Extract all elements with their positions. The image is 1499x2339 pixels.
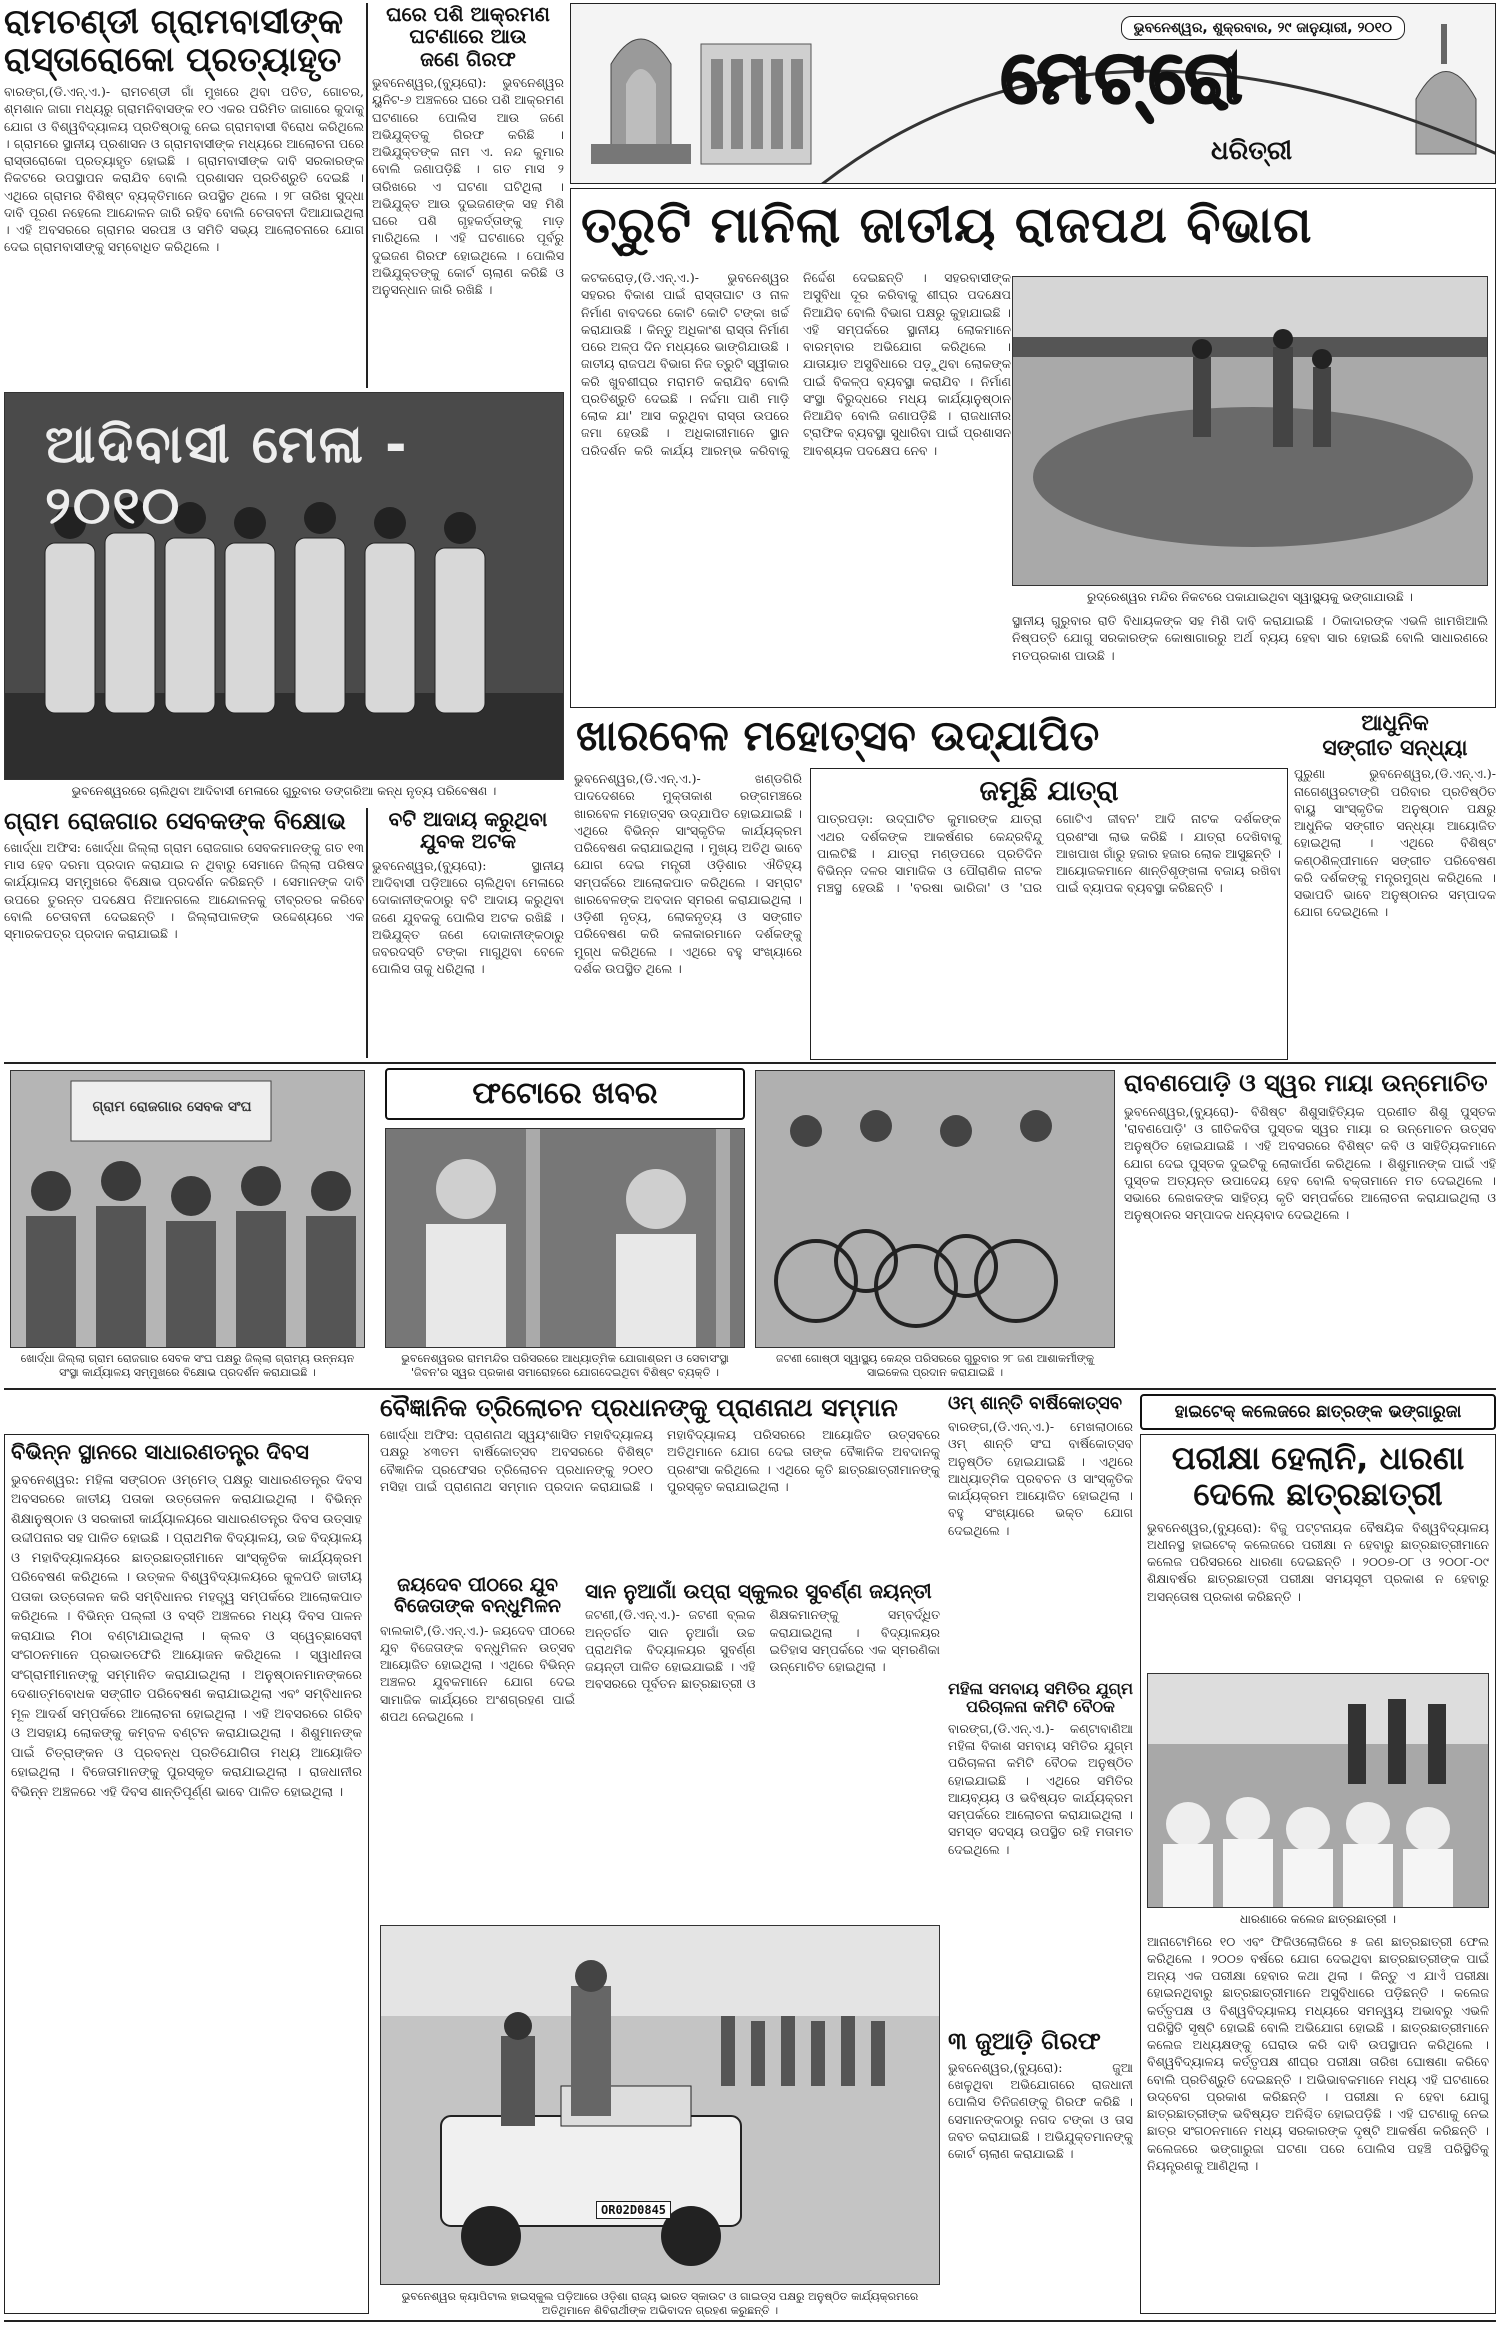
headline: ବଟି ଆଦାୟ କରୁଥିବା <box>388 808 548 831</box>
article-body: ଭୁବନେଶ୍ୱର,(ବ୍ୟୁରୋ): ବିଜୁ ପଟ୍ଟନାୟକ ବୈଷୟିକ ବିଶ୍ୱବିଦ୍ୟାଳୟ ଅଧୀନସ୍ଥ ହାଇଟେକ୍ କଲେଜରେ ପରୀକ୍ଷା ନ ହେବାରୁ ଛାତ୍ରଛାତ୍ରୀମାନେ କଲେଜ ପରିସରରେ ଧାରଣା ଦେଇଛନ୍ତି । ୨୦୦୭-୦୮ ଓ ୨୦୦୮-୦୯ ଶିକ୍ଷାବର୍ଷର ଛାତ୍ରଛାତ୍ରୀ ପରୀକ୍ଷା ସମୟସୂଚୀ ପ୍ରକାଶ ନ ହେବାରୁ ଅସନ୍ତୋଷ ପ୍ରକାଶ କରିଛନ୍ତି । <box>1147 1519 1489 1604</box>
article-bibhinna <box>4 1434 369 2314</box>
photo-ramamandir <box>385 1128 745 1348</box>
parade-caption: ଭୁବନେଶ୍ୱର କ୍ୟାପିଟାଲ ହାଇସ୍କୁଲ ପଡ଼ିଆରେ ଓଡ଼ିଶା ରାଜ୍ୟ ଭାରତ ସ୍କାଉଟ ଓ ଗାଇଡ୍ସ ପକ୍ଷରୁ ଅନୁଷ୍ଠିତ କାର୍ଯ୍ୟକ୍ରମରେ ଅତିଥିମାନେ ଶିବିରାର୍ଥୀଙ୍କ ଅଭିବାଦନ ଗ୍ରହଣ କରୁଛନ୍ତି । <box>401 2290 919 2317</box>
headline: ଜୟଦେବ ପୀଠରେ ଯୁବ <box>397 1575 558 1596</box>
jeep-plate-text: OR02D0845 <box>596 2201 671 2219</box>
article-body: ବାରଙ୍ଗ,(ଡି.ଏନ୍.ଏ.)- ମେଖଲାଠାରେ ଓମ୍ ଶାନ୍ତି ସଂଘ ବାର୍ଷିକୋତ୍ସବ ଅନୁଷ୍ଠିତ ହୋଇଯାଇଛି । ଏଥିରେ ଆଧ୍ୟାତ୍ମିକ ପ୍ରବଚନ ଓ ସାଂସ୍କୃତିକ କାର୍ଯ୍ୟକ୍ରମ ଆୟୋଜିତ ହୋଇଥିଲା । ବହୁ ସଂଖ୍ୟାରେ ଭକ୍ତ ଯୋଗ ଦେଇଥିଲେ । <box>948 1419 1133 1538</box>
photo-rojgar-sevak <box>10 1070 365 1348</box>
masthead <box>570 3 1496 184</box>
photo-caption-2: ଭୁବନେଶ୍ୱରର ରାମମନ୍ଦିର ପରିସରରେ ଆଧ୍ୟାତ୍ମିକ ଯୋଗାଶ୍ରମ ଓ ସେବାସଂସ୍ଥା 'ଜିବନ'ର ସ୍ୱର ପ୍ରକାଶ ସମାରୋହରେ ଯୋଗଦେଇଥିବା ବିଶିଷ୍ଟ ବ୍ୟକ୍ତି । <box>401 1352 729 1379</box>
article-body: ଭୁବନେଶ୍ୱର,(ବ୍ୟୁରୋ): ସ୍ଥାନୀୟ ଆଦିବାସୀ ପଡ଼ିଆରେ ଚାଲିଥିବା ମେଳାରେ ଦୋକାନୀଙ୍କଠାରୁ ବଟି ଆଦାୟ କରୁଥିବା ଜଣେ ଯୁବକକୁ ପୋଲିସ ଅଟକ ରଖିଛି । ଅଭିଯୁକ୍ତ ଜଣେ ଦୋକାନୀଙ୍କଠାରୁ ଜବରଦସ୍ତି ଟଙ୍କା ମାଗୁଥିବା ବେଳେ ପୋଲିସ ତାକୁ ଧରିଥିଲା । <box>372 857 564 977</box>
article-body: ପାତ୍ରପଡ଼ା: ଉଦ୍‌ଘାଟିତ କୁମାରଙ୍କ ଯାତ୍ରା ଏଥର ଦର୍ଶକଙ୍କ ଆକର୍ଷଣର କେନ୍ଦ୍ରବିନ୍ଦୁ ପାଲଟିଛି । ଯାତ୍ରା ମଣ୍ଡପରେ ପ୍ରତିଦିନ ବିଭିନ୍ନ ଦଳର ସାମାଜିକ ଓ ପୌରାଣିକ ନାଟକ ମଞ୍ଚସ୍ଥ ହେଉଛି । 'ବରଷା ଭାରିଜା' ଓ 'ଘର ଗୋଟିଏ ଜୀବନ' ଆଦି ନାଟକ ଦର୍ଶକଙ୍କ ପ୍ରଶଂସା ଲାଭ କରିଛି । ଯାତ୍ରା ଦେଖିବାକୁ ଆଖପାଖ ଗାଁରୁ ହଜାର ହଜାର ଲୋକ ଆସୁଛନ୍ତି । ଆୟୋଜକମାନେ ଶାନ୍ତିଶୃଙ୍ଖଳା ବଜାୟ ରଖିବା ପାଇଁ ବ୍ୟାପକ ବ୍ୟବସ୍ଥା କରିଛନ୍ତି । <box>817 811 1281 896</box>
article-body: ବାଲକାଟି,(ଡି.ଏନ୍.ଏ.)- ଜୟଦେବ ପୀଠରେ ଯୁବ ବିଜେତାଙ୍କ ବନ୍ଧୁମିଳନ ଉତ୍ସବ ଆୟୋଜିତ ହୋଇଥିଲା । ଏଥିରେ ବିଭିନ୍ନ ଅଞ୍ଚଳର ଯୁବକମାନେ ଯୋଗ ଦେଇ ସାମାଜିକ କାର୍ଯ୍ୟରେ ଅଂଶଗ୍ରହଣ ପାଇଁ ଶପଥ ନେଇଥିଲେ । <box>380 1622 575 1724</box>
photo-caption-1: ଖୋର୍ଦ୍ଧା ଜିଲ୍ଲା ଗ୍ରାମ ରୋଜଗାର ସେବକ ସଂଘ ପକ୍ଷରୁ ଜିଲ୍ଲା ଗ୍ରାମ୍ୟ ଉନ୍ନୟନ ସଂସ୍ଥା କାର୍ଯ୍ୟାଳୟ ସମ୍ମୁଖରେ ବିକ୍ଷୋଭ ପ୍ରଦର୍ଶନ କରାଯାଇଛି । <box>20 1352 355 1379</box>
headline: ଘରେ ପଶି ଆକ୍ରମଣ <box>386 3 550 26</box>
article-body: ପୁରୁଣା ଭୁବନେଶ୍ୱର,(ଡି.ଏନ୍.ଏ.)- ନାଗେଶ୍ୱରଟାଙ୍ଗି ପରିବାର ପ୍ରତିଷ୍ଠିତ ବାୟୁ ସାଂସ୍କୃତିକ ଅନୁଷ୍ଠାନ ପକ୍ଷରୁ ଆଧୁନିକ ସଙ୍ଗୀତ ସନ୍ଧ୍ୟା ଆୟୋଜିତ ହୋଇଥିଲା । ଏଥିରେ ବିଶିଷ୍ଟ କଣ୍ଠଶିଳ୍ପୀମାନେ ସଙ୍ଗୀତ ପରିବେଷଣ କରି ଦର୍ଶକଙ୍କୁ ମନ୍ତ୍ରମୁଗ୍ଧ କରିଥିଲେ । ସଭାପତି ଭାବେ ଅନୁଷ୍ଠାନର ସମ୍ପାଦକ ଯୋଗ ଦେଇଥିଲେ । <box>1294 766 1496 920</box>
students-dharana-image <box>1148 1674 1489 1908</box>
article-ravanapodi <box>1124 1070 1496 1370</box>
article-bati-aday <box>372 808 564 1058</box>
headline: ପରୀକ୍ଷା ହେଲାନି, ଧାରଣା <box>1171 1439 1465 1477</box>
headline: ଯୁବକ ଅଟକ <box>420 829 516 854</box>
protest-sign-text: ଗ୍ରାମ ରୋଜଗାର ସେବକ ସଂଘ <box>92 1099 252 1115</box>
article-ramachandi <box>4 3 364 388</box>
masthead-subtitle: ଧରିତ୍ରୀ <box>1211 136 1293 166</box>
bicycles-image <box>756 1071 1115 1348</box>
article-san-nuagaon <box>585 1580 940 1915</box>
headline: ରାବଣପୋଡ଼ି ଓ ସ୍ୱର ମାୟା ଉନ୍ମୋଚିତ <box>1124 1070 1488 1097</box>
photo-news-banner <box>385 1068 745 1120</box>
article-tin-juadi <box>948 2028 1133 2313</box>
road-repair-photo <box>1012 276 1488 586</box>
headline: ସଙ୍ଗୀତ ସନ୍ଧ୍ୟା <box>1322 735 1468 761</box>
article-hitech <box>1140 1434 1496 2314</box>
article-body-tail: ସ୍ଥାନୀୟ ଗୁରୁବାର ରାତି ବିଧାୟକଙ୍କ ସହ ମିଶି ଦାବି କରାଯାଇଛି । ଠିକାଦାରଙ୍କ ଏଭଳି ଖାମଖିଆଲି ନିଷ୍ପତ୍ତି ଯୋଗୁ ସରକାରଙ୍କ କୋଷାଗାରରୁ ଅର୍ଥ ବ୍ୟୟ ହେବା ସାର ହୋଇଛି ବୋଲି ସାଧାରଣରେ ମତପ୍ରକାଶ ପାଉଛି । <box>1012 613 1488 663</box>
article-body: ଖୋର୍ଦ୍ଧା ଅଫିସ: ଖୋର୍ଦ୍ଧା ଜିଲ୍ଲା ଗ୍ରାମ ରୋଜଗାର ସେବକମାନଙ୍କୁ ଗତ ୧୩ ମାସ ହେବ ଦରମା ପ୍ରଦାନ କରାଯାଇ ନ ଥିବାରୁ ସେମାନେ ଜିଲ୍ଲା ପରିଷଦ କାର୍ଯ୍ୟାଳୟ ସମ୍ମୁଖରେ ବିକ୍ଷୋଭ ପ୍ରଦର୍ଶନ କରିଛନ୍ତି । ସେମାନଙ୍କ ଦାବି ଉପରେ ତୁରନ୍ତ ପଦକ୍ଷେପ ନିଆନଗଲେ ଆନ୍ଦୋଳନକୁ ତୀବ୍ରତର କରିବେ ବୋଲି ଚେତାବନୀ ଦେଇଛନ୍ତି । ଜିଲ୍ଲାପାଳଙ୍କ ଉଦ୍ଦେଶ୍ୟରେ ଏକ ସ୍ମାରକପତ୍ର ପ୍ରଦାନ କରାଯାଇଛି । <box>4 839 364 942</box>
masthead-title: ମେଟ୍ରୋ <box>1001 34 1247 119</box>
parade-photo <box>380 1925 940 2285</box>
headline: ସାନ ନୁଆଗାଁ ଉପ୍ରା ସ୍କୁଲର ସୁବର୍ଣ୍ଣ ଜୟନ୍ତୀ <box>585 1580 932 1603</box>
road-workers-image <box>1013 277 1488 586</box>
masthead-date: ଭୁବନେଶ୍ୱର, ଶୁକ୍ରବାର, ୨୯ ଜାନୁୟାରୀ, ୨୦୧୦ <box>1121 16 1405 40</box>
headline: ଘଟଣାରେ ଆଉ <box>409 24 527 49</box>
headline: ପରିଚାଳନା କମିଟି ବୈଠକ <box>966 1696 1115 1716</box>
dharana-photo <box>1147 1673 1489 1908</box>
article-body: ବାରଙ୍ଗ,(ଡି.ଏନ୍.ଏ.)- ରାମଚଣ୍ଡୀ ଗାଁ ମୁଖରେ ଥିବା ପତିତ, ଗୋଚର, ଶ୍ମଶାନ ଜାଗା ମଧ୍ୟରୁ ଗ୍ରାମନିବାସଙ୍କ ୧୦ ଏକର ପରିମିତ ଜାଗାରେ କୁଦାକୁ ଯୋଗ ଓ ବିଶ୍ୱବିଦ୍ୟାଳୟ ପ୍ରତିଷ୍ଠାକୁ ନେଇ ଗ୍ରାମବାସୀ ବିରୋଧ କରିଥିଲେ । ଗ୍ରାମରେ ସ୍ଥାନୀୟ ପ୍ରଶାସନ ଓ ଗ୍ରାମବାସୀଙ୍କ ମଧ୍ୟରେ ଆଲୋଚନା ପରେ ରାସ୍ତାରୋକୋ ପ୍ରତ୍ୟାହୃତ ହୋଇଛି । ଗ୍ରାମବାସୀଙ୍କ ଦାବି ସରକାରଙ୍କ ନିକଟରେ ଉପସ୍ଥାପନ କରାଯିବ ବୋଲି ପ୍ରଶାସନ ପ୍ରତିଶ୍ରୁତି ଦେଇଛି । ଏଥିରେ ଗ୍ରାମର ବିଶିଷ୍ଟ ବ୍ୟକ୍ତିମାନେ ଉପସ୍ଥିତ ଥିଲେ । ୨୮ ତାରିଖ ସୁଦ୍ଧା ଦାବି ପୂରଣ ନହେଲେ ଆନ୍ଦୋଳନ ଜାରି ରହିବ ବୋଲି ଚେତାବନୀ ଦିଆଯାଇଥିଲା । ଏହି ଅବସରରେ ଗ୍ରାମର ସରପଞ୍ଚ ଓ ସମିତି ସଭ୍ୟ ଆଲୋଚନାରେ ଯୋଗ ଦେଇ ଗ୍ରାମବାସୀଙ୍କୁ ସମ୍ବୋଧିତ କରିଥିଲେ । <box>4 84 364 255</box>
adivasi-mela-photo <box>4 392 564 780</box>
headline: ଜଣେ ଗିରଫ <box>420 46 516 71</box>
dignitaries-image <box>386 1129 745 1348</box>
article-mahila-samabaya <box>948 1680 1133 2020</box>
headline: ୩ ଜୁଆଡ଼ି ଗିରଫ <box>948 2028 1101 2055</box>
photo-cycles <box>755 1070 1115 1348</box>
article-body: ଭୁବନେଶ୍ୱର,(ଡି.ଏନ୍.ଏ.)- ଖଣ୍ଡଗିରି ପାଦଦେଶରେ ମୁକ୍ତାକାଶ ରଙ୍ଗମଞ୍ଚରେ ଖାରବେଳ ମହୋତ୍ସବ ଉଦ୍‌ଯାପିତ ହୋଇଯାଇଛି । ଏଥିରେ ବିଭିନ୍ନ ସାଂସ୍କୃତିକ କାର୍ଯ୍ୟକ୍ରମ ପରିବେଷଣ କରାଯାଇଥିଲା । ମୁଖ୍ୟ ଅତିଥି ଭାବେ ଯୋଗ ଦେଇ ମନ୍ତ୍ରୀ ଓଡ଼ିଶାର ଐତିହ୍ୟ ସମ୍ପର୍କରେ ଆଲୋକପାତ କରିଥିଲେ । ସମ୍ରାଟ ଖାରବେଳଙ୍କ ଅବଦାନ ସ୍ମରଣ କରାଯାଇଥିଲା । ଓଡ଼ିଶୀ ନୃତ୍ୟ, ଲୋକନୃତ୍ୟ ଓ ସଙ୍ଗୀତ ପରିବେଷଣ କରି କଳାକାରମାନେ ଦର୍ଶକଙ୍କୁ ମୁଗ୍ଧ କରିଥିଲେ । ଏଥିରେ ବହୁ ସଂଖ୍ୟାରେ ଦର୍ଶକ ଉପସ୍ଥିତ ଥିଲେ । <box>574 771 802 976</box>
article-body: ଭୁବନେଶ୍ୱର,(ବ୍ୟୁରୋ): ଭୁବନେଶ୍ୱର ୟୁନିଟ-୬ ଅଞ୍ଚଳରେ ଘରେ ପଶି ଆକ୍ରମଣ ଘଟଣାରେ ପୋଲିସ ଆଉ ଜଣେ ଅଭିଯୁକ୍ତକୁ ଗିରଫ କରିଛି । ଅଭିଯୁକ୍ତଙ୍କ ନାମ ଏ. ନନ୍ଦ କୁମାର ବୋଲି ଜଣାପଡ଼ିଛି । ଗତ ମାସ ୨ ତାରିଖରେ ଏ ଘଟଣା ଘଟିଥିଲା । ଅଭିଯୁକ୍ତ ଆଉ ଦୁଇଜଣଙ୍କ ସହ ମିଶି ଘରେ ପଶି ଗୃହକର୍ତ୍ତାଙ୍କୁ ମାଡ଼ ମାରିଥିଲେ । ଏହି ଘଟଣାରେ ପୂର୍ବରୁ ଦୁଇଜଣ ଗିରଫ ହୋଇଥିଲେ । ପୋଲିସ ଅଭିଯୁକ୍ତଙ୍କୁ କୋର୍ଟ ଚାଲାଣ କରିଛି ଓ ଅନୁସନ୍ଧାନ ଜାରି ରଖିଛି । <box>372 75 564 298</box>
headline: ଜମୁଛି ଯାତ୍ରା <box>979 774 1119 807</box>
adivasi-banner-text: ଆଦିବାସୀ ମେଳା - ୨୦୧୦ <box>45 415 409 536</box>
headline: ତ୍ରୁଟି ମାନିଲା ଜାତୀୟ ରାଜପଥ ବିଭାଗ <box>581 196 1313 254</box>
headline: ଗ୍ରାମ ରୋଜଗାର ସେବକଙ୍କ ବିକ୍ଷୋଭ <box>4 808 346 835</box>
article-om-shanti <box>948 1394 1133 1674</box>
article-body-2: ଆନାଟୋମିରେ ୧୦ ଏବଂ ଫିଜିଓଲୋଜିରେ ୫ ଜଣ ଛାତ୍ରଛାତ୍ରୀ ଫେଲ କରିଥିଲେ । ୨୦୦୭ ବର୍ଷରେ ଯୋଗ ଦେଇଥିବା ଛାତ୍ରଛାତ୍ରୀଙ୍କ ପାଇଁ ଅନ୍ୟ ଏକ ପରୀକ୍ଷା ହେବାର କଥା ଥିଲା । କିନ୍ତୁ ଏ ଯାଏଁ ପରୀକ୍ଷା ହୋଇନଥିବାରୁ ଛାତ୍ରଛାତ୍ରୀମାନେ ଅସୁବିଧାରେ ପଡ଼ିଛନ୍ତି । କଲେଜ କର୍ତ୍ତୃପକ୍ଷ ଓ ବିଶ୍ୱବିଦ୍ୟାଳୟ ମଧ୍ୟରେ ସମନ୍ୱୟ ଅଭାବରୁ ଏଭଳି ପରିସ୍ଥିତି ସୃଷ୍ଟି ହୋଇଛି ବୋଲି ଅଭିଯୋଗ ହୋଇଛି । ଛାତ୍ରଛାତ୍ରୀମାନେ କଲେଜ ଅଧ୍ୟକ୍ଷଙ୍କୁ ଘେରାଉ କରି ଦାବି ଉପସ୍ଥାପନ କରିଥିଲେ । ବିଶ୍ୱବିଦ୍ୟାଳୟ କର୍ତ୍ତୃପକ୍ଷ ଶୀଘ୍ର ପରୀକ୍ଷା ତାରିଖ ଘୋଷଣା କରିବେ ବୋଲି ପ୍ରତିଶ୍ରୁତି ଦେଇଛନ୍ତି । ଅଭିଭାବକମାନେ ମଧ୍ୟ ଏହି ଘଟଣାରେ ଉଦ୍‌ବେଗ ପ୍ରକାଶ କରିଛନ୍ତି । ପରୀକ୍ଷା ନ ହେବା ଯୋଗୁ ଛାତ୍ରଛାତ୍ରୀଙ୍କ ଭବିଷ୍ୟତ ଅନିଶ୍ଚିତ ହୋଇପଡ଼ିଛି । ଏହି ଘଟଣାକୁ ନେଇ ଛାତ୍ର ସଂଗଠନମାନେ ମଧ୍ୟ ସରକାରଙ୍କ ଦୃଷ୍ଟି ଆକର୍ଷଣ କରିଛନ୍ତି । କଲେଜରେ ଭଙ୍ଗାରୁଜା ଘଟଣା ପରେ ପୋଲିସ ପହଞ୍ଚି ପରିସ୍ଥିତିକୁ ନିୟନ୍ତ୍ରଣକୁ ଆଣିଥିଲା । <box>1147 1933 1489 2173</box>
headline: ଓମ୍ ଶାନ୍ତି ବାର୍ଷିକୋତ୍ସବ <box>948 1394 1123 1414</box>
headline: ରାମଚଣ୍ଡୀ ଗ୍ରାମବାସୀଙ୍କ <box>4 3 344 42</box>
adivasi-caption: ଭୁବନେଶ୍ୱରରେ ଚାଲିଥିବା ଆଦିବାସୀ ମେଳାରେ ଗୁରୁବାର ଡଙ୍ଗରିଆ କନ୍ଧ ନୃତ୍ୟ ପରିବେଷଣ । <box>71 784 497 798</box>
headline: ରାସ୍ତାରୋକୋ ପ୍ରତ୍ୟାହୃତ <box>4 40 342 81</box>
headline: ଦେଲେ ଛାତ୍ରଛାତ୍ରୀ <box>1193 1474 1443 1513</box>
article-jamuchhi <box>810 768 1288 1060</box>
photo-caption-3: ଜଟଣୀ ଗୋଷ୍ଠୀ ସ୍ୱାସ୍ଥ୍ୟ କେନ୍ଦ୍ର ପରିସରରେ ଗୁରୁବାର ୨୮ ଜଣ ଆଶାକର୍ମୀଙ୍କୁ ସାଇକେଲ ପ୍ରଦାନ କରାଯାଇଛି । <box>775 1352 1095 1379</box>
hitech-banner-text: ହାଇଟେକ୍ କଲେଜରେ ଛାତ୍ରଙ୍କ ଭଙ୍ଗାରୁଜା <box>1174 1402 1462 1422</box>
jeep-parade-image <box>381 1926 940 2285</box>
article-kharavela <box>570 712 1290 1062</box>
headline: ବୈଜ୍ଞାନିକ ତ୍ରିଲୋଚନ ପ୍ରଧାନଙ୍କୁ ପ୍ରାଣନାଥ ସମ୍ମାନ <box>380 1394 898 1422</box>
article-body: ବାରଙ୍ଗ,(ଡି.ଏନ୍.ଏ.)- କଣ୍ଟାବାଣିଆ ମହିଳା ବିକାଶ ସମବାୟ ସମିତିର ଯୁଗ୍ମ ପରିଚାଳନା କମିଟି ବୈଠକ ଅନୁଷ୍ଠିତ ହୋଇଯାଇଛି । ଏଥିରେ ସମିତିର ଆୟବ୍ୟୟ ଓ ଭବିଷ୍ୟତ କାର୍ଯ୍ୟକ୍ରମ ସମ୍ପର୍କରେ ଆଲୋଚନା କରାଯାଇଥିଲା । ସମସ୍ତ ସଦସ୍ୟ ଉପସ୍ଥିତ ରହି ମତାମତ ଦେଇଥିଲେ । <box>948 1720 1133 1857</box>
dharana-caption: ଧାରଣାରେ କଲେଜ ଛାତ୍ରଛାତ୍ରୀ । <box>1240 1911 1396 1926</box>
article-body: ଭୁବନେଶ୍ୱର,(ବ୍ୟୁରୋ)- ବିଶିଷ୍ଟ ଶିଶୁସାହିତ୍ୟିକ ପ୍ରଣୀତ ଶିଶୁ ପୁସ୍ତକ 'ରାବଣପୋଡ଼ି' ଓ ଗୀତିକବିତା ପୁସ୍ତକ ସ୍ୱର ମାୟା ର ଉନ୍ମୋଚନ ଉତ୍ସବ ଅନୁଷ୍ଠିତ ହୋଇଯାଇଛି । ଏହି ଅବସରରେ ବିଶିଷ୍ଟ କବି ଓ ସାହିତ୍ୟିକମାନେ ଯୋଗ ଦେଇ ପୁସ୍ତକ ଦୁଇଟିକୁ ଲୋକାର୍ପଣ କରିଥିଲେ । ଶିଶୁମାନଙ୍କ ପାଇଁ ଏହି ପୁସ୍ତକ ଅତ୍ୟନ୍ତ ଉପାଦେୟ ହେବ ବୋଲି ବକ୍ତାମାନେ ମତ ଦେଇଥିଲେ । ସଭାରେ ଲେଖକଙ୍କ ସାହିତ୍ୟ କୃତି ସମ୍ପର୍କରେ ଆଲୋଚନା କରାଯାଇଥିଲା ଓ ଅନୁଷ୍ଠାନର ସମ୍ପାଦକ ଧନ୍ୟବାଦ ଦେଇଥିଲେ । <box>1124 1103 1496 1223</box>
article-body: କଟକରୋଡ଼,(ଡି.ଏନ୍.ଏ.)- ଭୁବନେଶ୍ୱର ସହରର ବିକାଶ ପାଇଁ ରାସ୍ତାଘାଟ ଓ ନାଳ ନିର୍ମାଣ ବାବଦରେ କୋଟି କୋଟି ଟଙ୍କା ଖର୍ଚ୍ଚ କରାଯାଉଛି । କିନ୍ତୁ ଅଧିକାଂଶ ରାସ୍ତା ନିର୍ମାଣ ପରେ ଅଳ୍ପ ଦିନ ମଧ୍ୟରେ ଭାଙ୍ଗିଯାଉଛି । ଜାତୀୟ ରାଜପଥ ବିଭାଗ ନିଜ ତ୍ରୁଟି ସ୍ୱୀକାର କରି ଖୁବଶୀଘ୍ର ମରାମତି କରାଯିବ ବୋଲି ପ୍ରତିଶ୍ରୁତି ଦେଇଛି । ନର୍ଦ୍ଦମା ପାଣି ମାଡ଼ି ଲୋକ ଯା' ଆସ କରୁଥିବା ରାସ୍ତା ଉପରେ ଜମା ହେଉଛି । ଅଧିକାରୀମାନେ ସ୍ଥାନ ପରିଦର୍ଶନ କରି କାର୍ଯ୍ୟ ଆରମ୍ଭ କରିବାକୁ ନିର୍ଦ୍ଦେଶ ଦେଇଛନ୍ତି । ସହରବାସୀଙ୍କ ଅସୁବିଧା ଦୂର କରିବାକୁ ଶୀଘ୍ର ପଦକ୍ଷେପ ନିଆଯିବ ବୋଲି ବିଭାଗ ପକ୍ଷରୁ କୁହାଯାଇଛି । ଏହି ସମ୍ପର୍କରେ ସ୍ଥାନୀୟ ଲୋକମାନେ ବାରମ୍ବାର ଅଭିଯୋଗ କରିଥିଲେ । ଯାତାୟାତ ଅସୁବିଧାରେ ପଡ଼ୁଥିବା ଲୋକଙ୍କ ପାଇଁ ବିକଳ୍ପ ବ୍ୟବସ୍ଥା କରାଯିବ । ନିର୍ମାଣ ସଂସ୍ଥା ବିରୁଦ୍ଧରେ ମଧ୍ୟ କାର୍ଯ୍ୟାନୁଷ୍ଠାନ ନିଆଯିବ ବୋଲି ଜଣାପଡ଼ିଛି । ରାଜଧାନୀର ଟ୍ରାଫିକ ବ୍ୟବସ୍ଥା ସୁଧାରିବା ପାଇଁ ପ୍ରଶାସନ ଆବଶ୍ୟକ ପଦକ୍ଷେପ ନେବ । <box>581 270 1011 458</box>
photo-news-banner-text: ଫଟୋରେ ଖବର <box>472 1076 658 1111</box>
headline: ଖାରବେଳ ମହୋତ୍ସବ ଉଦ୍‌ଯାପିତ <box>576 712 1100 760</box>
road-repair-caption: ରୁଦ୍ରେଶ୍ୱର ମନ୍ଦିର ନିକଟରେ ପକାଯାଇଥିବା ସ୍ୱାସ୍ଥ୍ୟକୁ ଭଙ୍ଗାଯାଉଛି । <box>1087 590 1413 604</box>
headline: ଆଧୁନିକ <box>1361 712 1429 736</box>
article-gram-rojgar <box>4 808 364 1058</box>
headline: ବିଭିନ୍ନ ସ୍ଥାନରେ ସାଧାରଣତନ୍ତ୍ର ଦିବସ <box>11 1440 309 1464</box>
article-adhunika <box>1294 712 1496 1062</box>
article-body: ଭୁବନେଶ୍ୱର,(ବ୍ୟୁରୋ): ଜୁଆ ଖେଳୁଥିବା ଅଭିଯୋଗରେ ରାଜଧାନୀ ପୋଲିସ ତିନିଜଣଙ୍କୁ ଗିରଫ କରିଛି । ସେମାନଙ୍କଠାରୁ ନଗଦ ଟଙ୍କା ଓ ତାସ ଜବତ କରାଯାଇଛି । ଅଭିଯୁକ୍ତମାନଙ୍କୁ କୋର୍ଟ ଚାଲାଣ କରାଯାଇଛି । <box>948 2059 1133 2162</box>
hitech-banner <box>1140 1394 1496 1430</box>
headline: ମହିଳା ସମବାୟ ସମିତିର ଯୁଗ୍ମ <box>948 1680 1133 1698</box>
headline: ବିଜେତାଙ୍କ ବନ୍ଧୁମିଳନ <box>393 1595 562 1618</box>
article-ghare-pashi <box>372 3 564 388</box>
article-body: ଖୋର୍ଦ୍ଧା ଅଫିସ: ପ୍ରାଣନାଥ ସ୍ୱୟଂଶାସିତ ମହାବିଦ୍ୟାଳୟ ପକ୍ଷରୁ ୪୩ତମ ବାର୍ଷିକୋତ୍ସବ ଅବସରରେ ବିଶିଷ୍ଟ ବୈଜ୍ଞାନିକ ପ୍ରଫେସର ତ୍ରିଲୋଚନ ପ୍ରଧାନଙ୍କୁ ୨୦୧୦ ମସିହା ପାଇଁ ପ୍ରାଣନାଥ ସମ୍ମାନ ପ୍ରଦାନ କରାଯାଇଛି । ମହାବିଦ୍ୟାଳୟ ପରିସରରେ ଆୟୋଜିତ ଉତ୍ସବରେ ଅତିଥିମାନେ ଯୋଗ ଦେଇ ତାଙ୍କ ବୈଜ୍ଞାନିକ ଅବଦାନକୁ ପ୍ରଶଂସା କରିଥିଲେ । ଏଥିରେ କୃତି ଛାତ୍ରଛାତ୍ରୀମାନଙ୍କୁ ପୁରସ୍କୃତ କରାଯାଇଥିଲା । <box>380 1427 940 1494</box>
article-body: ଭୁବନେଶ୍ୱର: ମହିଳା ସଙ୍ଗଠନ ଓମ୍ମେଡ୍ ପକ୍ଷରୁ ସାଧାରଣତନ୍ତ୍ର ଦିବସ ଅବସରରେ ଜାତୀୟ ପତାକା ଉତ୍ତୋଳନ କରାଯାଇଥିଲା । ବିଭିନ୍ନ ଶିକ୍ଷାନୁଷ୍ଠାନ ଓ ସରକାରୀ କାର୍ଯ୍ୟାଳୟରେ ସାଧାରଣତନ୍ତ୍ର ଦିବସ ଉତ୍ସାହ ଉଦ୍ଦୀପନାର ସହ ପାଳିତ ହୋଇଛି । ପ୍ରାଥମିକ ବିଦ୍ୟାଳୟ, ଉଚ୍ଚ ବିଦ୍ୟାଳୟ ଓ ମହାବିଦ୍ୟାଳୟରେ ଛାତ୍ରଛାତ୍ରୀମାନେ ସାଂସ୍କୃତିକ କାର୍ଯ୍ୟକ୍ରମ ପରିବେଷଣ କରିଥିଲେ । ଉତ୍କଳ ବିଶ୍ୱବିଦ୍ୟାଳୟରେ କୁଳପତି ଜାତୀୟ ପତାକା ଉତ୍ତୋଳନ କରି ସମ୍ବିଧାନର ମହତ୍ତ୍ୱ ସମ୍ପର୍କରେ ଆଲୋକପାତ କରିଥିଲେ । ବିଭିନ୍ନ ପଲ୍ଲୀ ଓ ବସ୍ତି ଅଞ୍ଚଳରେ ମଧ୍ୟ ଦିବସ ପାଳନ କରାଯାଇ ମିଠା ବଣ୍ଟାଯାଇଥିଲା । କ୍ଲବ ଓ ସ୍ୱେଚ୍ଛାସେବୀ ସଂଗଠନମାନେ ପ୍ରଭାତଫେରି ଆୟୋଜନ କରିଥିଲେ । ସ୍ୱାଧୀନତା ସଂଗ୍ରାମୀମାନଙ୍କୁ ସମ୍ମାନିତ କରାଯାଇଥିଲା । ଅନୁଷ୍ଠାନମାନଙ୍କରେ ଦେଶାତ୍ମବୋଧକ ସଙ୍ଗୀତ ପରିବେଷଣ କରାଯାଇଥିଲା ଏବଂ ସମ୍ବିଧାନର ମୂଳ ଆଦର୍ଶ ସମ୍ପର୍କରେ ଆଲୋଚନା ହୋଇଥିଲା । ଏହି ଅବସରରେ ଗରିବ ଓ ଅସହାୟ ଲୋକଙ୍କୁ କମ୍ବଳ ବଣ୍ଟନ କରାଯାଇଥିଲା । ଶିଶୁମାନଙ୍କ ପାଇଁ ଚିତ୍ରାଙ୍କନ ଓ ପ୍ରବନ୍ଧ ପ୍ରତିଯୋଗିତା ମଧ୍ୟ ଆୟୋଜିତ ହୋଇଥିଲା । ବିଜେତାମାନଙ୍କୁ ପୁରସ୍କୃତ କରାଯାଇଥିଲା । ରାଜଧାନୀର ବିଭିନ୍ନ ଅଞ୍ଚଳରେ ଏହି ଦିବସ ଶାନ୍ତିପୂର୍ଣ୍ଣ ଭାବେ ପାଳିତ ହୋଇଥିଲା । <box>11 1472 362 1800</box>
article-jayadev <box>380 1575 575 1915</box>
article-trilochana <box>380 1394 940 1569</box>
article-body: ଜଟଣୀ,(ଡି.ଏନ୍.ଏ.)- ଜଟଣୀ ବ୍ଲକ ଅନ୍ତର୍ଗତ ସାନ ନୁଆଗାଁ ଉଚ୍ଚ ପ୍ରାଥମିକ ବିଦ୍ୟାଳୟର ସୁବର୍ଣ୍ଣ ଜୟନ୍ତୀ ପାଳିତ ହୋଇଯାଇଛି । ଏହି ଅବସରରେ ପୂର୍ବତନ ଛାତ୍ରଛାତ୍ରୀ ଓ ଶିକ୍ଷକମାନଙ୍କୁ ସମ୍ବର୍ଦ୍ଧିତ କରାଯାଇଥିଲା । ବିଦ୍ୟାଳୟର ଇତିହାସ ସମ୍ପର୍କରେ ଏକ ସ୍ମରଣିକା ଉନ୍ମୋଚିତ ହୋଇଥିଲା । <box>585 1607 940 1692</box>
